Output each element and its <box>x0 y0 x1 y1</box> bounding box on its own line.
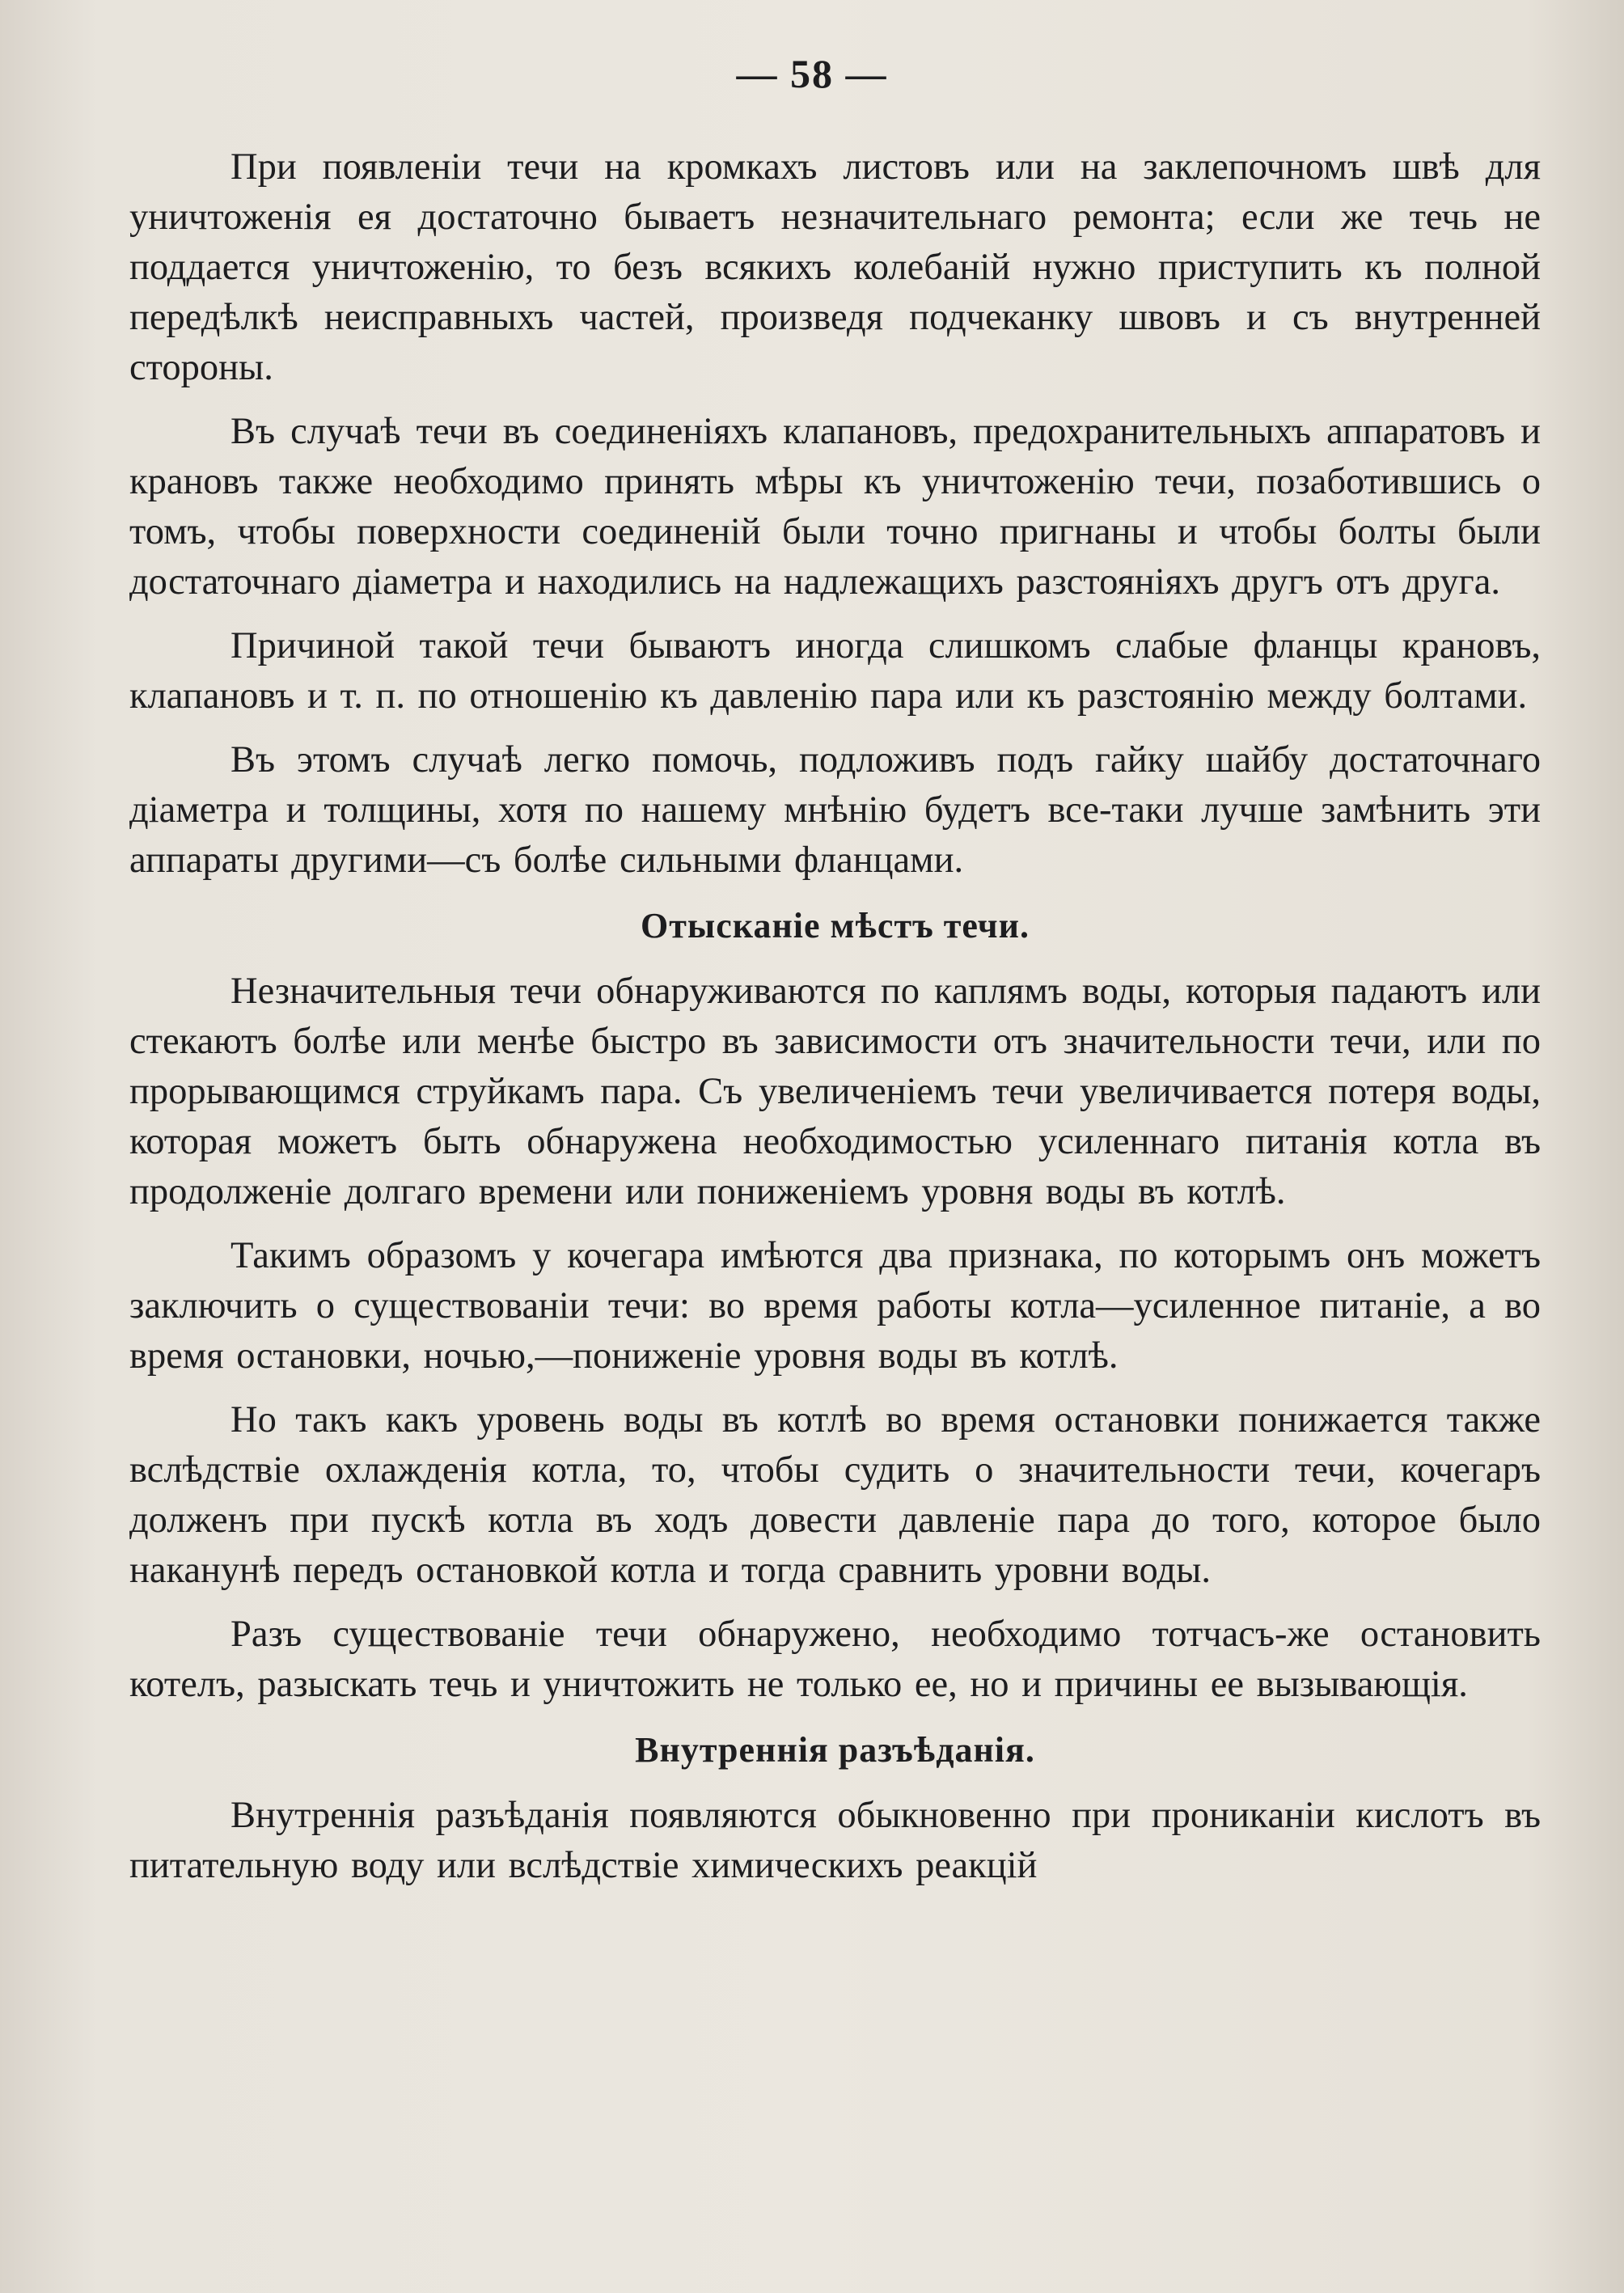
paragraph: При появленiи течи на кромкахъ листовъ или на заклепочномъ швѣ для уничтоженія ея достаточно бываетъ незначительнаго ремонта; если же течь не поддается уничтоженію, то безъ всякихъ колебаній нужно приступить къ полной передѣлкѣ неисправныхъ частей, произведя подчеканку швовъ и съ внутренней стороны. <box>129 146 1541 388</box>
page-text <box>129 142 1541 1905</box>
paragraph: Въ этомъ случаѣ легко помочь, подложивъ подъ гайку шайбу достаточнаго діаметра и толщины, хотя по нашему мнѣнію будетъ все-таки лучше замѣнить эти аппараты другими—съ болѣе сильными фланцами. <box>129 739 1541 881</box>
paragraph: Внутреннія разъѣданія появляются обыкновенно при проникaнiи кислотъ въ питательную воду или вслѣдствіе химическихъ реакцій <box>129 1795 1541 1886</box>
paragraph: Причиной такой течи бываютъ иногда слишкомъ слабые фланцы крановъ, клапановъ и т. п. по отношенію къ давленію пара или къ разстоянію между болтами. <box>129 625 1541 717</box>
paragraph: Въ случаѣ течи въ соединеніяхъ клапановъ, предохранительныхъ аппаратовъ и крановъ также необходимо принять мѣры къ уничтоженію течи, позаботившись о томъ, чтобы поверхности соединеній были точно пригнаны и чтобы болты были достаточнаго діаметра и находились на надлежащихъ разстояніяхъ другъ отъ друга. <box>129 411 1541 603</box>
paragraph: Незначительныя течи обнаруживаются по каплямъ воды, которыя падаютъ или стекаютъ болѣе или менѣе быстро въ зависимости отъ значительности течи, или по прорывающимся струйкамъ пара. Съ увеличеніемъ течи увеличивается потеря воды, которая можетъ быть обнаружена необходимостью усиленнаго питанія котла въ продолженіе долгаго времени или пониженіемъ уровня воды въ котлѣ. <box>129 971 1541 1212</box>
section-heading: Отысканіе мѣстъ течи. <box>641 906 1030 946</box>
section-heading: Внутреннія разъѣданія. <box>635 1730 1035 1770</box>
page-number: — 58 — <box>736 51 888 96</box>
paragraph: Такимъ образомъ у кочегара имѣются два признака, по которымъ онъ можетъ заключить о существованіи течи: во время работы котла—усиленное питаніе, а во время остановки, ночью,—пониженіе уровня воды въ котлѣ. <box>129 1235 1541 1377</box>
paragraph: Разъ существованіе течи обнаружено, необходимо тотчасъ-же остановить котелъ, разыскать течь и уничтожить не только ее, но и причины ее вызывающія. <box>129 1614 1541 1705</box>
paragraph: Но такъ какъ уровень воды въ котлѣ во время остановки понижается также вслѣдствіе охлажденія котла, то, чтобы судить о значительности течи, кочегаръ долженъ при пускѣ котла въ ходъ довести давленіе пара до того, которое было наканунѣ передъ остановкой котла и тогда сравнить уровни воды. <box>129 1399 1541 1591</box>
